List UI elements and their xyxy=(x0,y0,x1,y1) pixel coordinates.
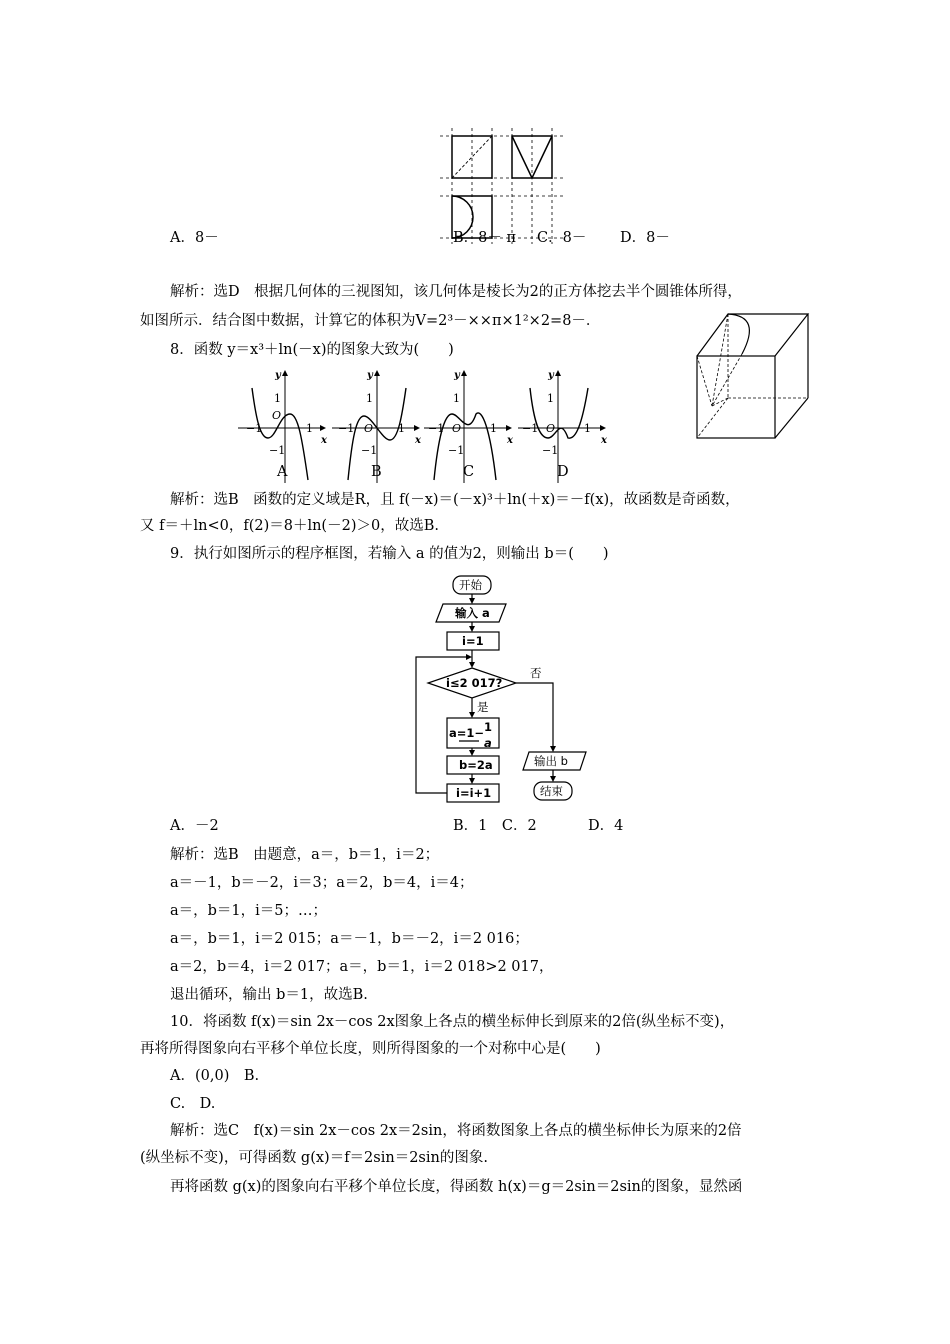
q8-c-one: 1 xyxy=(453,392,460,405)
q8-b-y-label: y xyxy=(367,370,373,381)
q8-d-one: 1 xyxy=(547,392,554,405)
flow-input: 输入 a xyxy=(455,606,490,620)
q8-label-b: B xyxy=(371,464,382,480)
q9-solution-line4: a＝，b＝1，i＝2 015；a＝－1，b＝－2，i＝2 016； xyxy=(170,931,529,947)
q8-b-one: 1 xyxy=(366,392,373,405)
flow-step1-den: a xyxy=(484,736,492,750)
q8-d-neg-one: −1 xyxy=(542,444,559,457)
q8-a-neg-one-x: −1 xyxy=(246,422,263,435)
q8-a-one: 1 xyxy=(274,392,281,405)
q8-b-one-x: 1 xyxy=(398,422,405,435)
q9-solution-line1: 解析：选B 由题意，a＝，b＝1，i＝2； xyxy=(170,847,440,863)
q10-solution-line3: 再将函数 g(x)的图象向右平移个单位长度，得函数 h(x)＝g＝2sin＝2sin的图象，显然函 xyxy=(170,1179,743,1195)
q8-label-d: D xyxy=(557,464,569,480)
q9-stem: 9．执行如图所示的程序框图，若输入 a 的值为2，则输出 b＝( ) xyxy=(170,546,609,562)
q8-label-c: C xyxy=(463,464,475,480)
flow-yes-label: 是 xyxy=(477,700,489,714)
q8-c-y-label: y xyxy=(454,370,460,381)
q7-option-d: D．8－ xyxy=(620,230,670,246)
flow-no-label: 否 xyxy=(530,666,542,680)
q8-c-one-x: 1 xyxy=(490,422,497,435)
flow-end: 结束 xyxy=(540,784,563,798)
q9-solution-line5: a＝2，b＝4，i＝2 017；a＝，b＝1，i＝2 018>2 017， xyxy=(170,959,554,975)
q8-d-origin: O xyxy=(546,422,556,435)
q8-c-neg-one: −1 xyxy=(448,444,465,457)
flow-step1-num: 1 xyxy=(484,720,493,734)
q9-option-bc: B．1 C．2 xyxy=(453,818,537,834)
q8-a-x-label: x xyxy=(321,435,327,446)
q8-solution-line2: 又 f＝＋ln<0，f(2)＝8＋ln(－2)＞0，故选B. xyxy=(140,518,439,534)
flow-condition: i≤2 017? xyxy=(446,676,503,690)
q8-c-x-label: x xyxy=(507,435,513,446)
q8-d-x-label: x xyxy=(601,435,607,446)
flow-start: 开始 xyxy=(459,578,482,592)
q8-d-neg-one-x: −1 xyxy=(522,422,539,435)
q10-stem-line2: 再将所得图象向右平移个单位长度，则所得图象的一个对称中心是( ) xyxy=(140,1041,601,1057)
q8-c-neg-one-x: −1 xyxy=(428,422,445,435)
q8-b-origin: O xyxy=(364,422,374,435)
flow-init: i=1 xyxy=(462,634,484,648)
q9-solution-line2: a＝－1，b＝－2，i＝3；a＝2，b＝4，i＝4； xyxy=(170,875,474,891)
flow-step1: a=1− xyxy=(449,726,485,740)
q9-option-d: D．4 xyxy=(588,818,624,834)
q8-a-y-label: y xyxy=(275,370,281,381)
q8-b-neg-one: −1 xyxy=(361,444,378,457)
q8-b-x-label: x xyxy=(415,435,421,446)
q8-c-origin: O xyxy=(452,422,462,435)
q8-d-one-x: 1 xyxy=(584,422,591,435)
q10-solution-line1: 解析：选C f(x)＝sin 2x－cos 2x＝2sin，将函数图象上各点的横坐标伸长为原来的2倍 xyxy=(170,1123,742,1139)
q7-option-c: C．8－ xyxy=(537,230,587,246)
q9-solution-line6: 退出循环，输出 b＝1，故选B. xyxy=(170,987,368,1003)
q10-options-line2: C. D. xyxy=(170,1096,216,1112)
q8-a-neg-one: −1 xyxy=(269,444,286,457)
flow-step2: b=2a xyxy=(459,758,493,772)
q7-option-a: A．8－ xyxy=(170,230,219,246)
q10-solution-line2: (纵坐标不变)，可得函数 g(x)＝f＝2sin＝2sin的图象. xyxy=(140,1150,488,1166)
q7-solution-line1: 解析：选D 根据几何体的三视图知，该几何体是棱长为2的正方体挖去半个圆锥体所得， xyxy=(170,284,742,300)
q7-solution-line2: 如图所示．结合图中数据，计算它的体积为V=2³－××π×1²×2=8－． xyxy=(140,313,601,329)
q8-d-y-label: y xyxy=(548,370,554,381)
q10-options-line1: A．(0,0) B. xyxy=(170,1068,260,1084)
q8-b-neg-one-x: −1 xyxy=(338,422,355,435)
flow-output: 输出 b xyxy=(534,754,568,768)
q8-a-origin: O xyxy=(272,409,282,422)
q8-stem: 8．函数 y＝x³＋ln(－x)的图象大致为( ) xyxy=(170,342,454,358)
q10-stem-line1: 10．将函数 f(x)＝sin 2x－cos 2x图象上各点的横坐标伸长到原来的2倍(纵坐标不变)， xyxy=(170,1014,735,1030)
q9-solution-line3: a＝，b＝1，i＝5；…； xyxy=(170,903,328,919)
q8-label-a: A xyxy=(277,464,288,480)
flow-step3: i=i+1 xyxy=(456,786,492,800)
q9-option-a: A．－2 xyxy=(170,818,219,834)
q8-solution-line1: 解析：选B 函数的定义域是R，且 f(－x)＝(－x)³＋ln(＋x)＝－f(x)，故函数是奇函数， xyxy=(170,492,740,508)
q8-a-one-x: 1 xyxy=(306,422,313,435)
q7-option-b: B．8－ π xyxy=(453,230,517,246)
